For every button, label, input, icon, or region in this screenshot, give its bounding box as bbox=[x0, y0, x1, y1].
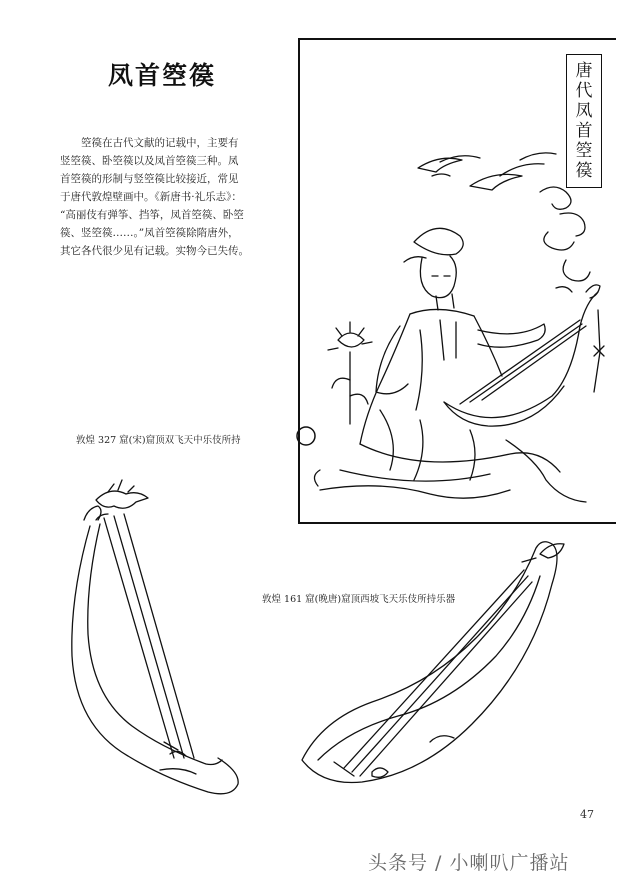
title-char: 代 bbox=[575, 81, 593, 101]
caption-cave-327: 敦煌 327 窟(宋)窟顶双飞天中乐伎所持 bbox=[76, 435, 241, 446]
page-number: 47 bbox=[580, 808, 594, 821]
title-char: 首 bbox=[575, 121, 593, 141]
seal-stamp bbox=[297, 427, 315, 445]
watermark: 头条号 / 小喇叭广播站 bbox=[368, 852, 570, 874]
illustration-title-label bbox=[566, 54, 602, 188]
cloud-swirls-drawing bbox=[540, 187, 590, 292]
harp-161-drawing bbox=[302, 542, 564, 783]
body-line: 竖箜篌、卧箜篌以及凤首箜篌三种。凤 bbox=[60, 155, 239, 167]
title-char: 唐 bbox=[575, 61, 593, 81]
flower-drawing bbox=[328, 322, 372, 424]
title-char: 篌 bbox=[575, 161, 593, 181]
body-line: “高丽伎有弹筝、挡筝，凤首箜篌、卧箜 bbox=[60, 209, 244, 221]
flying-birds-drawing bbox=[418, 153, 556, 190]
title-char: 凤 bbox=[575, 101, 593, 121]
page-title: 凤首箜篌 bbox=[108, 61, 217, 90]
phoenix-head-harp-drawing bbox=[444, 285, 604, 426]
body-line: 其它各代很少见有记载。实物今已失传。 bbox=[60, 245, 249, 257]
title-char: 箜 bbox=[575, 141, 593, 161]
body-line: 篌、竖箜篌……。”凤首箜篌除隋唐外， bbox=[60, 227, 239, 239]
body-line: 于唐代敦煌壁画中。《新唐书·礼乐志》： bbox=[60, 191, 242, 203]
body-line: 首箜篌的形制与竖箜篌比较接近，常见 bbox=[60, 173, 239, 185]
caption-cave-161: 敦煌 161 窟(晚唐)窟顶西坡飞天乐伎所持乐器 bbox=[262, 594, 456, 605]
harp-327-drawing bbox=[72, 480, 238, 794]
body-line: 箜篌在古代文献的记载中，主要有 bbox=[60, 137, 239, 149]
seated-musician-drawing bbox=[314, 228, 586, 502]
